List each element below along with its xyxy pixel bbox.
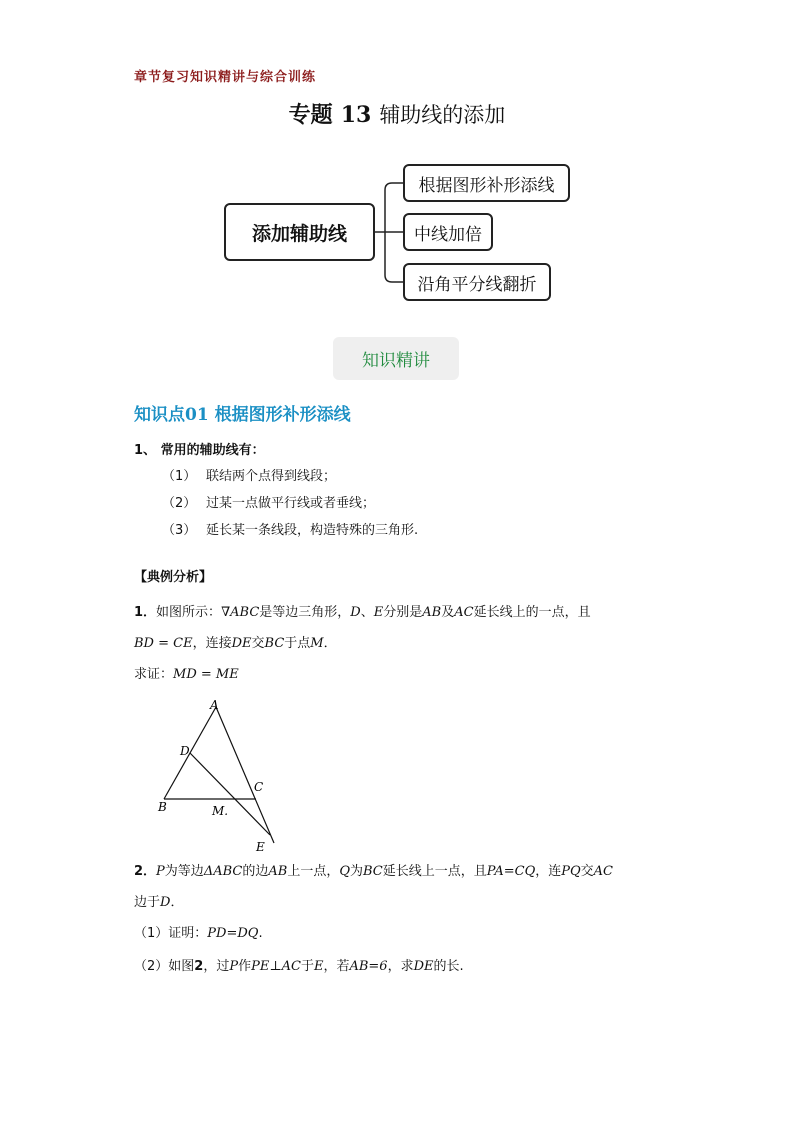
text: 为 bbox=[350, 864, 364, 879]
text: 作 bbox=[238, 959, 252, 974]
text: ，求 bbox=[387, 959, 414, 974]
text: 延长线上的一点，且 bbox=[473, 605, 591, 620]
label-m: M. bbox=[212, 804, 229, 818]
text: 的长. bbox=[433, 959, 464, 974]
problem-1-line-1 bbox=[134, 605, 591, 621]
list-item-text: 延长某一条线段，构造特殊的三角形. bbox=[206, 523, 419, 538]
text: ，连接 bbox=[192, 636, 232, 651]
text: ． bbox=[323, 636, 337, 651]
math: ∇ABC bbox=[221, 605, 260, 620]
text: 上一点， bbox=[287, 864, 340, 879]
math: ΔABC bbox=[203, 864, 243, 879]
text: ，过 bbox=[203, 959, 230, 974]
math: AB bbox=[268, 864, 288, 879]
list-item-text: 联结两个点得到线段； bbox=[206, 469, 337, 484]
knowledge-point-title: 知识点01 根据图形补形添线 bbox=[134, 405, 351, 425]
triangle-figure bbox=[150, 695, 290, 855]
example-heading: 【典例分析】 bbox=[134, 570, 213, 585]
text: 于 bbox=[300, 959, 314, 974]
math: PE⊥AC bbox=[251, 959, 301, 974]
title-prefix: 专题 bbox=[288, 102, 333, 128]
text: 于点 bbox=[284, 636, 311, 651]
math: PD=DQ bbox=[207, 926, 259, 941]
text: ． bbox=[170, 895, 184, 910]
math: AB bbox=[422, 605, 442, 620]
problem-2-part-1 bbox=[134, 926, 263, 942]
text: 交 bbox=[251, 636, 265, 651]
text: ，若 bbox=[323, 959, 350, 974]
math: AC bbox=[454, 605, 474, 620]
list-item-number: （2） bbox=[162, 496, 197, 511]
label-d: D bbox=[180, 744, 190, 758]
math: BC bbox=[363, 864, 383, 879]
math: MD = ME bbox=[173, 667, 239, 682]
sub-number: （1） bbox=[134, 926, 169, 941]
section-label: 知识精讲 bbox=[333, 337, 459, 380]
math: E bbox=[313, 959, 324, 974]
problem-number: 2． bbox=[134, 864, 157, 879]
problem-number: 1． bbox=[134, 605, 157, 620]
problem-1-line-2 bbox=[134, 636, 337, 652]
text: 证明： bbox=[168, 926, 208, 941]
mindmap-root: 添加辅助线 bbox=[224, 203, 375, 261]
side-ace bbox=[216, 707, 274, 843]
label-a: A bbox=[210, 698, 219, 712]
text: 交 bbox=[580, 864, 594, 879]
text: 的边 bbox=[242, 864, 269, 879]
math: AC bbox=[593, 864, 614, 879]
text: 延长线上一点，且 bbox=[382, 864, 487, 879]
math: M bbox=[310, 636, 324, 651]
list-item-number: （1） bbox=[162, 469, 197, 484]
text: ，连 bbox=[535, 864, 562, 879]
problem-2-line-2 bbox=[134, 895, 183, 911]
math: Q bbox=[339, 864, 350, 879]
problem-2-part-2 bbox=[134, 959, 464, 975]
label-b: B bbox=[158, 800, 167, 814]
segment-de bbox=[190, 753, 270, 835]
math: AB=6 bbox=[349, 959, 388, 974]
list-item-text: 过某一点做平行线或者垂线； bbox=[206, 496, 376, 511]
math: BC bbox=[264, 636, 285, 651]
text: 为等边 bbox=[164, 864, 204, 879]
text: 分别是 bbox=[383, 605, 423, 620]
text: 及 bbox=[441, 605, 455, 620]
math: PA=CQ bbox=[486, 864, 536, 879]
header-label: 章节复习知识精讲与综合训练 bbox=[134, 70, 317, 85]
list-item-number: （3） bbox=[162, 523, 197, 538]
title-number: 13 bbox=[340, 102, 372, 128]
problem-1-prove bbox=[134, 667, 239, 683]
text: 如图 bbox=[168, 959, 195, 974]
math: DE bbox=[231, 636, 252, 651]
math: PQ bbox=[561, 864, 581, 879]
text: 求证： bbox=[134, 667, 174, 682]
text: 边于 bbox=[134, 895, 161, 910]
math: D bbox=[160, 895, 171, 910]
label-e: E bbox=[256, 840, 265, 854]
common-lines-heading: 1、 常用的辅助线有： bbox=[134, 443, 265, 458]
math: D bbox=[350, 605, 361, 620]
mindmap-branch-3: 沿角平分线翻折 bbox=[403, 263, 551, 301]
title-subject: 辅助线的添加 bbox=[379, 103, 506, 127]
math: DE bbox=[413, 959, 434, 974]
sub-number: （2） bbox=[134, 959, 169, 974]
math: E bbox=[373, 605, 384, 620]
figure-number: 2 bbox=[194, 959, 204, 974]
math: P bbox=[229, 959, 239, 974]
text: 是等边三角形， bbox=[259, 605, 351, 620]
text: 、 bbox=[360, 605, 374, 620]
label-c: C bbox=[254, 780, 264, 794]
math: P bbox=[156, 864, 165, 879]
math: BD = CE bbox=[134, 636, 193, 651]
text: 如图所示： bbox=[156, 605, 222, 620]
mindmap-branch-2: 中线加倍 bbox=[403, 213, 493, 251]
text: . bbox=[258, 926, 263, 941]
mindmap-branch-1: 根据图形补形添线 bbox=[403, 164, 570, 202]
problem-2-line-1 bbox=[134, 864, 613, 880]
